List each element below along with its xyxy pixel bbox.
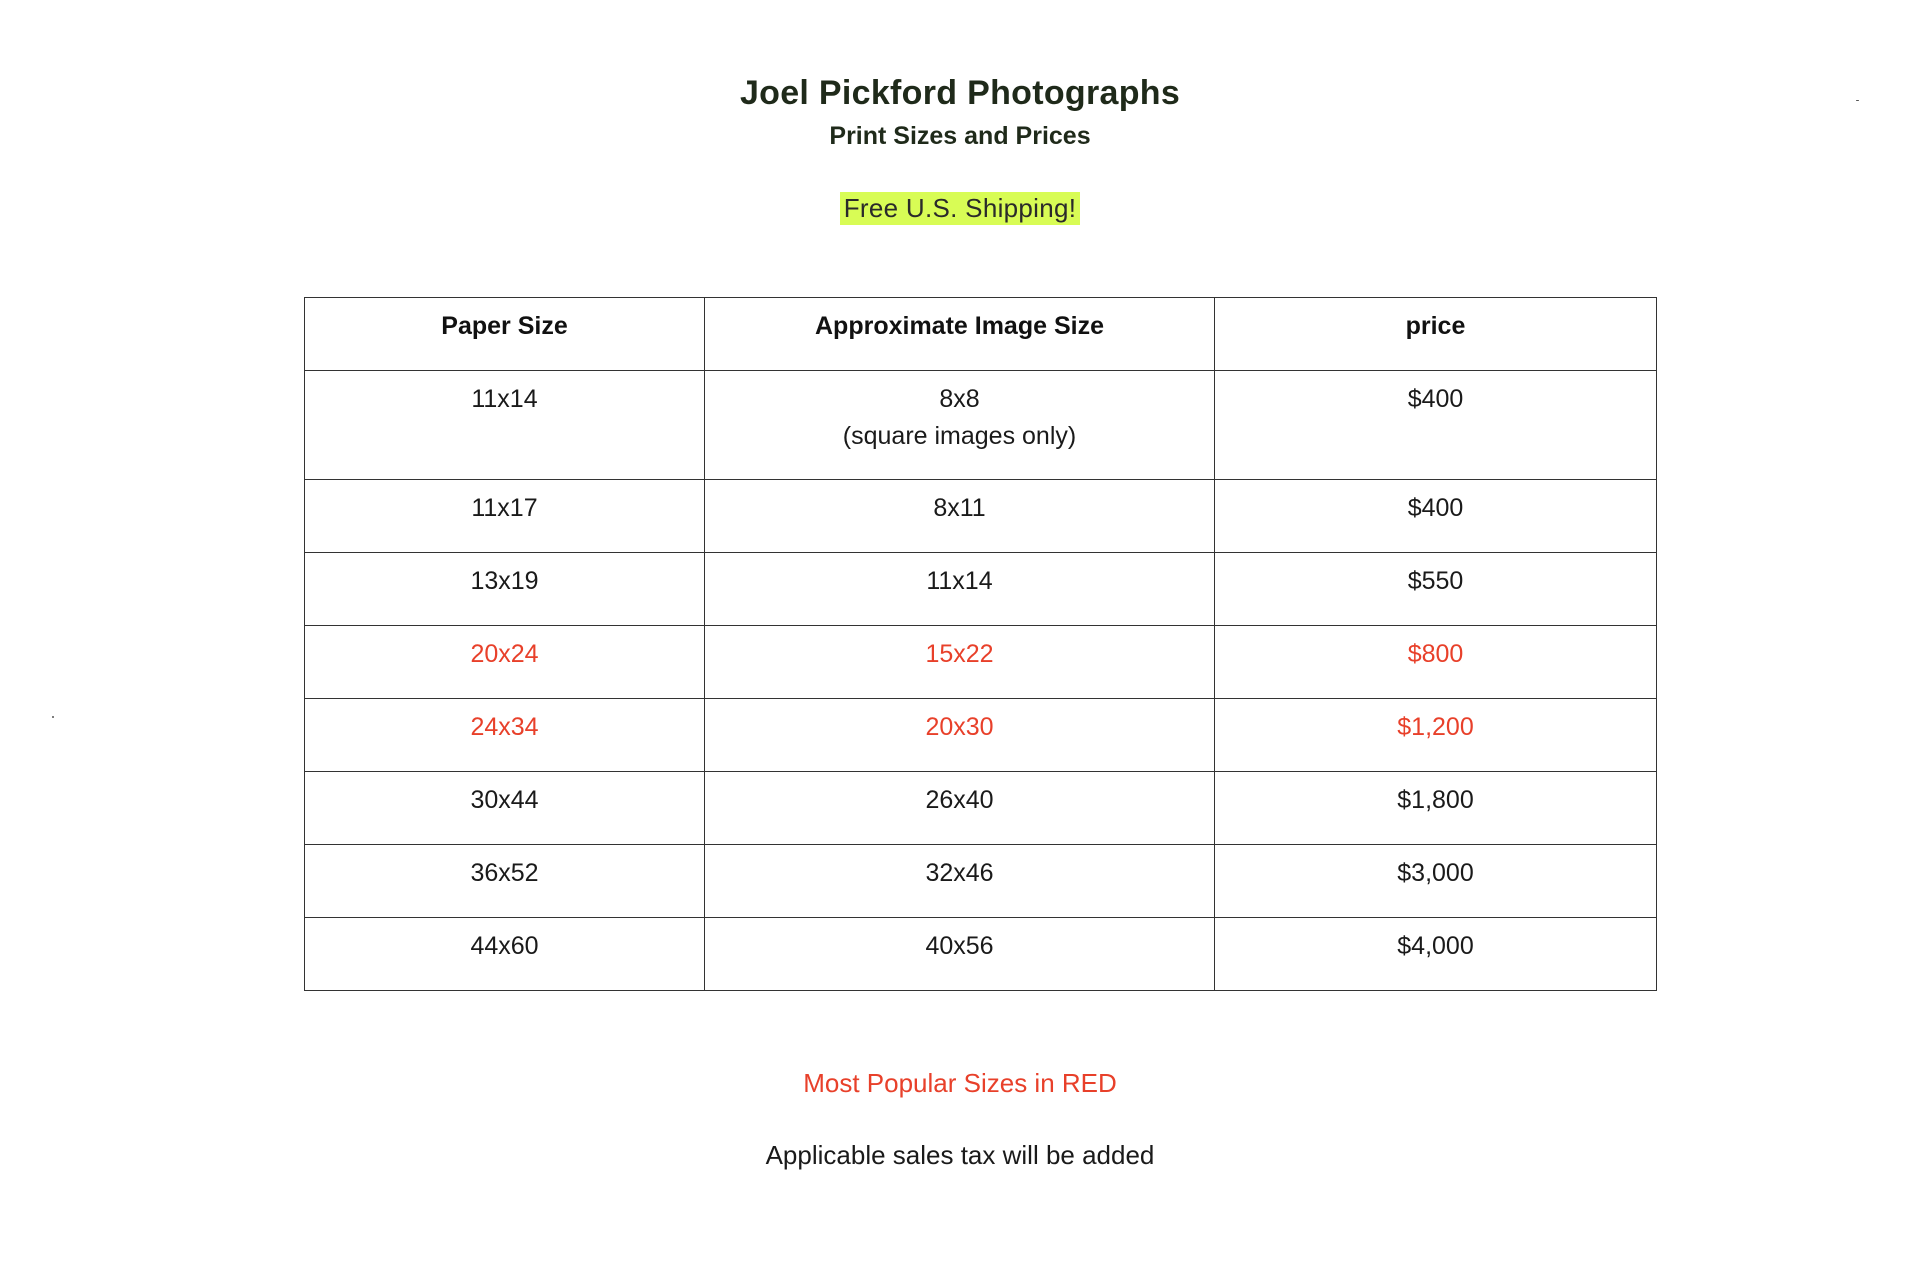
paper-size-cell: 20x24 (305, 626, 705, 699)
image-size-cell: 20x30 (705, 699, 1215, 772)
table-row (305, 553, 1657, 626)
column-header-image-size: Approximate Image Size (705, 298, 1215, 371)
price-table (304, 297, 1657, 991)
paper-size-cell: 30x44 (305, 772, 705, 845)
column-header-paper-size: Paper Size (305, 298, 705, 371)
table-row (305, 918, 1657, 991)
page-subtitle: Print Sizes and Prices (829, 122, 1091, 150)
table-row (305, 845, 1657, 918)
popular-sizes-note: Most Popular Sizes in RED (803, 1068, 1117, 1098)
image-size-value: 8x8 (939, 385, 980, 413)
price-cell: $550 (1215, 553, 1657, 626)
sales-tax-note: Applicable sales tax will be added (765, 1140, 1155, 1170)
image-size-cell: 26x40 (705, 772, 1215, 845)
image-size-cell: 40x56 (705, 918, 1215, 991)
image-size-cell: 8x11 (705, 480, 1215, 553)
table-row (305, 772, 1657, 845)
price-cell: $800 (1215, 626, 1657, 699)
price-cell: $1,800 (1215, 772, 1657, 845)
table-row (305, 480, 1657, 553)
price-cell: $3,000 (1215, 845, 1657, 918)
image-size-cell: 15x22 (705, 626, 1215, 699)
table-row (305, 371, 1657, 480)
shipping-banner (0, 192, 1920, 225)
table-header-row (305, 298, 1657, 371)
price-cell: $1,200 (1215, 699, 1657, 772)
shipping-highlight: Free U.S. Shipping! (840, 192, 1081, 225)
image-size-cell: 32x46 (705, 845, 1215, 918)
column-header-price: price (1215, 298, 1657, 371)
table-row-popular (305, 699, 1657, 772)
image-size-cell: 11x14 (705, 553, 1215, 626)
page-title: Joel Pickford Photographs (739, 74, 1181, 112)
paper-size-cell: 13x19 (305, 553, 705, 626)
image-size-cell (705, 371, 1215, 480)
scan-speck (52, 716, 54, 718)
scan-speck (1856, 100, 1859, 101)
image-size-note: (square images only) (842, 422, 1077, 450)
paper-size-cell: 44x60 (305, 918, 705, 991)
paper-size-cell: 11x17 (305, 480, 705, 553)
price-cell: $400 (1215, 480, 1657, 553)
paper-size-cell: 24x34 (305, 699, 705, 772)
table-row-popular (305, 626, 1657, 699)
paper-size-cell: 36x52 (305, 845, 705, 918)
paper-size-cell: 11x14 (305, 371, 705, 480)
price-cell: $4,000 (1215, 918, 1657, 991)
price-cell: $400 (1215, 371, 1657, 480)
